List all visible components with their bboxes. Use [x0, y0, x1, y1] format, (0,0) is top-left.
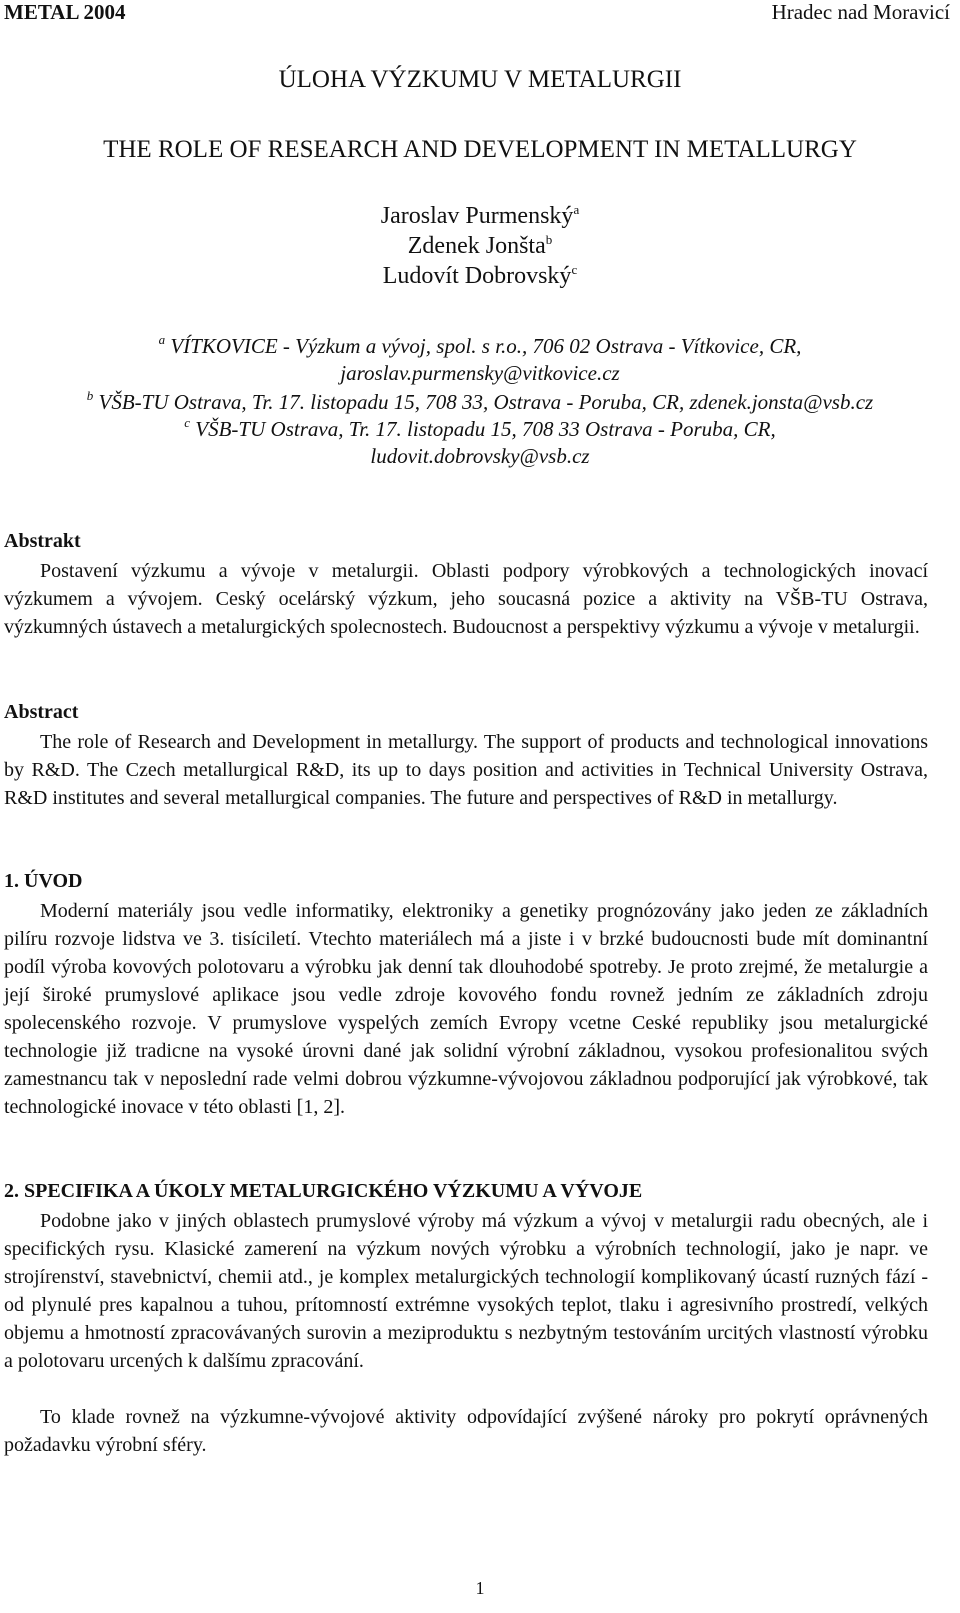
page-number: 1	[475, 1578, 485, 1598]
paper-title-czech: ÚLOHA VÝZKUMU V METALURGII	[278, 66, 682, 93]
running-header	[0, 0, 960, 26]
author-2: Zdenek Jonšta$^b$	[407, 232, 553, 259]
affiliation-b: $^b$ VŠB-TU Ostrava, Tr. 17. listopadu 15, 708 33, Ostrava - Poruba, CR, zdenek.jonsta@vsb.cz	[86, 388, 874, 414]
affiliation-a-email[interactable]: jaroslav.purmensky@vitkovice.cz	[340, 361, 620, 385]
abstract-heading: Abstract	[4, 701, 79, 723]
abstract-text: The role of Research and Development in metallurgy. The support of products and technological innovations by R&D. The Czech metallurgical R&D, its up to days position and activities in Technical University Ostrava, R&D institutes and several metallurgical companies. The future and perspectives of R&D in metallurgy.	[4, 731, 928, 809]
author-3: Ludovít Dobrovský$^c$	[382, 262, 578, 289]
paper-title-english: THE ROLE OF RESEARCH AND DEVELOPMENT IN METALLURGY	[103, 136, 857, 163]
author-list	[0, 201, 960, 291]
affiliation-c: $^c$ VŠB-TU Ostrava, Tr. 17. listopadu 15, 708 33 Ostrava - Poruba, CR, ludovit.dobrovsky@vsb.cz	[0, 416, 960, 470]
conference-location: Hradec nad Moravicí	[771, 0, 950, 24]
conference-name: METAL 2004	[4, 0, 126, 24]
section-2-heading: 2. SPECIFIKA A ÚKOLY METALURGICKÉHO VÝZKUMU A VÝVOJE	[4, 1180, 643, 1202]
section-2-paragraph-1: Podobne jako v jiných oblastech prumyslové výroby má výzkum a vývoj v metalurgii radu obecných, ale i specifických rysu. Klasické zamerení na výzkum nových výrobku a výrobních technologií, jako je napr. ve strojírenství, stavebnictví, chemii atd., je komplex metalurgických technologií komplikovaný úcastí ruzných fází - od plynulé pres kapalnou a tuhou, prítomností extrémne vysokých teplot, tlaku i agresivního prostredí, velkých objemu a hmotností zpracovávaných surovin a meziproduktu s nezbytným testováním urcitých vlastností výrobku a polotovaru urcených k dalšímu zpracování.	[4, 1210, 928, 1372]
section-1-text: Moderní materiály jsou vedle informatiky, elektroniky a genetiky prognózovány jako jeden ze základních pilíru rozvoje lidstva ve 3. tisíciletí. Vtechto materiálech má a jiste i v brzké budoucnosti bude mít dominantní podíl výroba kovových polotovaru a výrobku jak denní tak dlouhodobé spotreby. Je proto zrejmé, že metalurgie a její široké prumyslové aplikace jsou vedle zdroje kovového fondu rovnež jedním ze základních zdroju spolecenského rozvoje. V prumyslove vyspelých zemích Evropy vcetne Ceské republiky jsou metalurgické technologie již tradicne na vysoké úrovni dané jak solidní výrobní základnou, vysokou profesionalitou svých zamestnancu tak v neposlední rade velmi dobrou výzkumne-vývojovou základnou podporující jak výrobkové, tak technologické inovace v této oblasti [1, 2].	[4, 900, 928, 1118]
affiliation-a: $^a$ VÍTKOVICE - Výzkum a vývoj, spol. s r.o., 706 02 Ostrava - Vítkovice, CR, jaroslav.purmensky@vitkovice.cz	[0, 333, 960, 387]
author-1: Jaroslav Purmenský$^a$	[380, 202, 580, 229]
section-2-paragraph-2: To klade rovnež na výzkumne-vývojové aktivity odpovídající zvýšené nároky pro pokrytí oprávnených požadavku výrobní sféry.	[4, 1406, 928, 1456]
abstrakt-heading: Abstrakt	[4, 530, 81, 552]
abstrakt-text: Postavení výzkumu a vývoje v metalurgii. Oblasti podpory výrobkových a technologických inovací výzkumem a vývojem. Ceský ocelárský výzkum, jeho soucasná pozice a aktivity na VŠB-TU Ostrava, výzkumných ústavech a metalurgických spolecnostech. Budoucnost a perspektivy výzkumu a vývoje v metalurgii.	[4, 560, 928, 638]
affiliation-c-email[interactable]: ludovit.dobrovsky@vsb.cz	[370, 444, 590, 468]
section-1-heading: 1. ÚVOD	[4, 870, 83, 892]
